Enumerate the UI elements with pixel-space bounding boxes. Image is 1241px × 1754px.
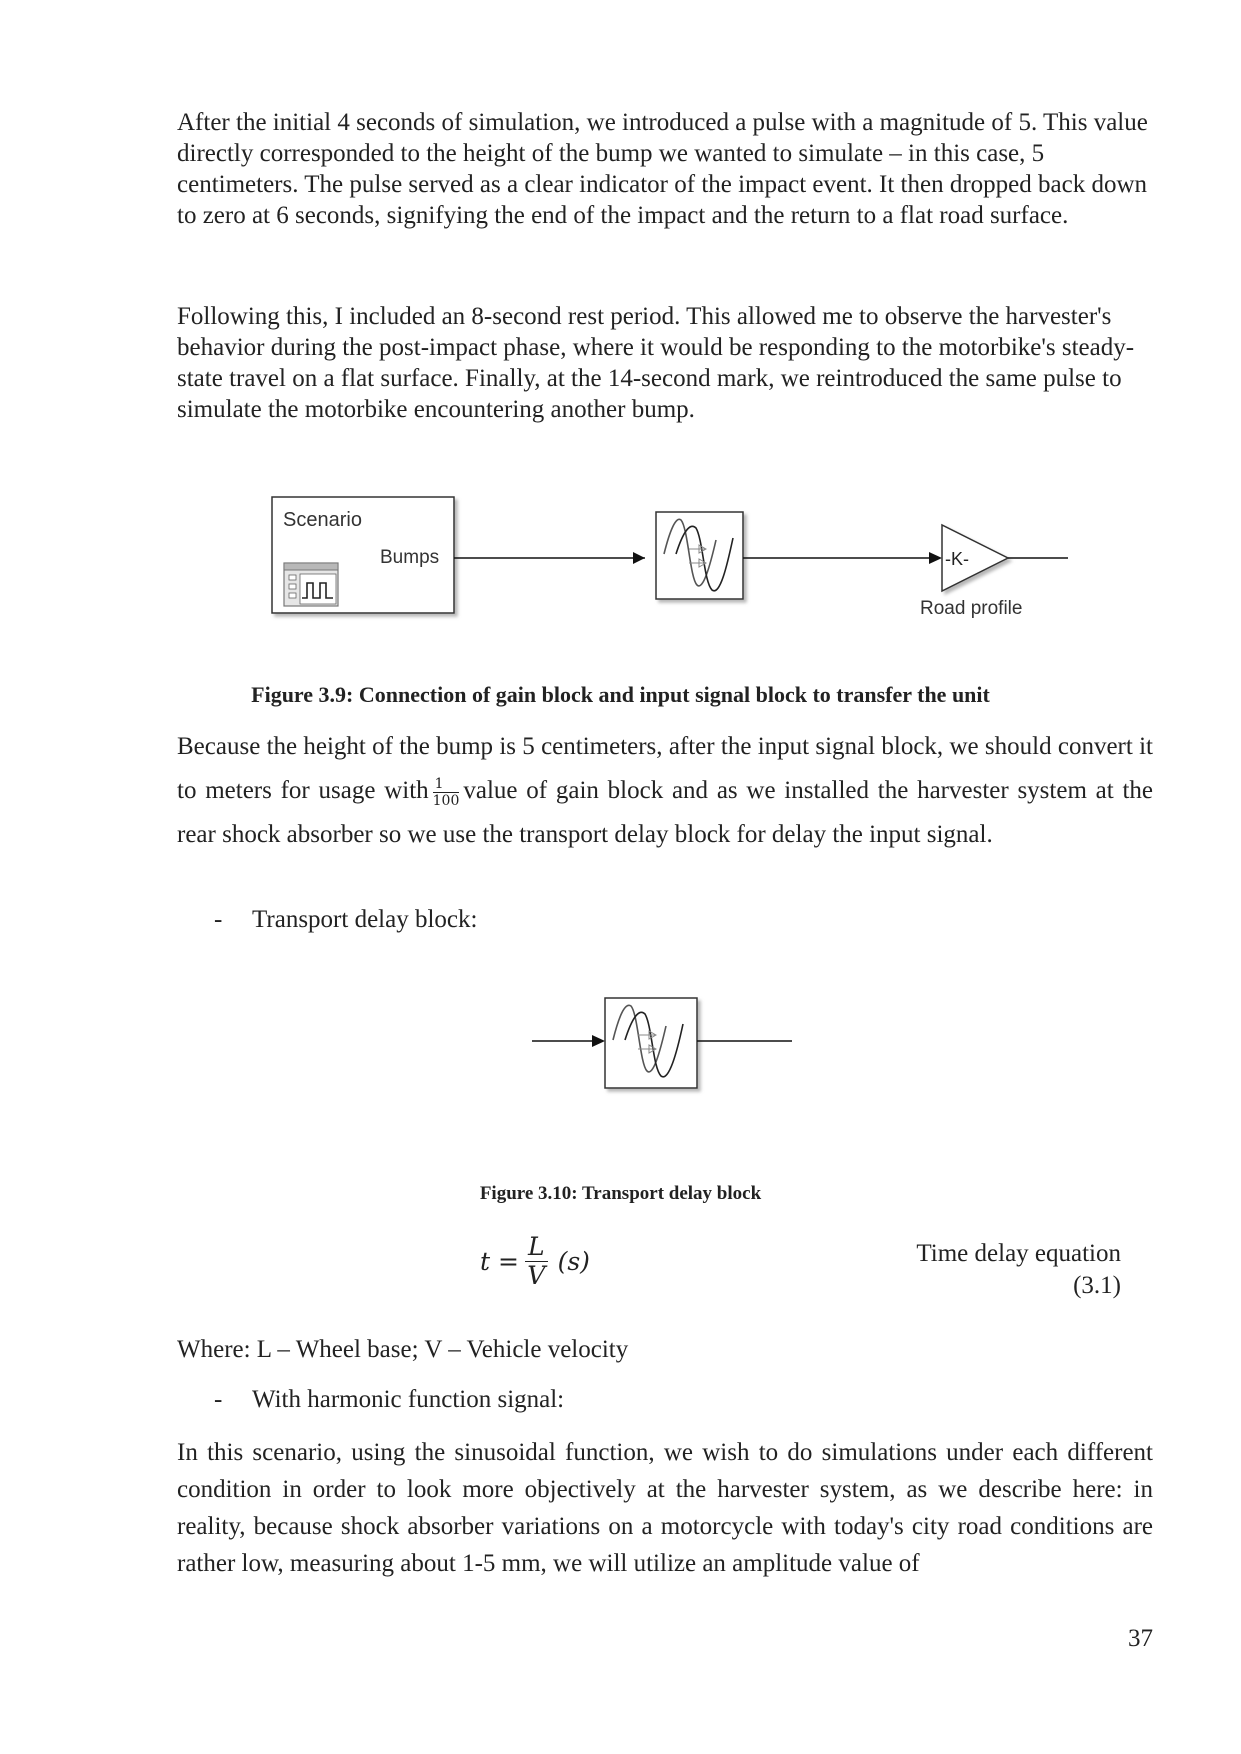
arrow-head [633, 552, 645, 564]
arrow-head [592, 1035, 605, 1047]
equation-label: Time delay equation [916, 1240, 1121, 1267]
equation-fraction: $\frac{L}{V}$ [525, 1233, 548, 1290]
bullet-harmonic: With harmonic function signal: [252, 1386, 565, 1413]
figure-3-9-diagram [0, 0, 1241, 680]
paragraph-rest-period: Following this, I included an 8-second rest period. This allowed me to observe the harvester's behavior during the post-impact phase, where it would be responding to the motorbike's steady-state travel on a flat surface. Finally, at the 14-second mark, we reintroduced the same pulse to simulate the motorbike encountering another bump. [177, 303, 1135, 423]
transport-delay-block [605, 998, 697, 1088]
equation-lhs: t = [480, 1247, 519, 1276]
gain-label: -K- [945, 549, 969, 569]
bullet-marker: - [214, 1386, 223, 1413]
fraction: $\frac{1}{100}$ [432, 775, 460, 809]
equation-number: (3.1) [1073, 1272, 1121, 1299]
bullet-transport-delay: Transport delay block: [252, 906, 478, 933]
arrow-head [929, 552, 942, 564]
time-delay-equation [480, 1233, 590, 1290]
page-number: 37 [1128, 1625, 1153, 1652]
equation-unit: (s) [557, 1247, 590, 1276]
road-profile-label: Road profile [920, 598, 1023, 619]
bumps-label: Bumps [380, 547, 440, 568]
paragraph-harmonic: In this scenario, using the sinusoidal function, we wish to do simulations under each different condition in order to look more objectively at the harvester system, as we describe here: in reality, because shock absorber variations on a motorcycle with today's city road conditions are rather low, measuring about 1-5 mm, we will utilize an amplitude value of [177, 1439, 1153, 1577]
figure-3-9-caption: Figure 3.9: Connection of gain block and input signal block to transfer the unit [251, 682, 990, 707]
paragraph-gain-conversion: Because the height of the bump is 5 centimeters, after the input signal block, we should convert it to meters for usage with $\frac{1}{100}$ value of gain block and as we installed the harvester system at the rear shock absorber so we use the transport delay block for delay the input signal. [177, 733, 1153, 848]
figure-3-10-diagram [0, 980, 1241, 1110]
figure-3-10-caption: Figure 3.10: Transport delay block [479, 1183, 762, 1204]
scenario-label: Scenario [283, 509, 362, 531]
transport-delay-block [656, 512, 743, 599]
paragraph-pulse: After the initial 4 seconds of simulation, we introduced a pulse with a magnitude of 5. This value directly corresponded to the height of the bump we wanted to simulate – in this case, 5 centimeters. The pulse served as a clear indicator of the impact event. It then dropped back down to zero at 6 seconds, signifying the end of the impact and the return to a flat road surface. [177, 109, 1148, 229]
equation-where: Where: L – Wheel base; V – Vehicle velocity [177, 1336, 629, 1363]
bullet-marker: - [214, 906, 223, 933]
signal-builder-icon [284, 563, 338, 606]
